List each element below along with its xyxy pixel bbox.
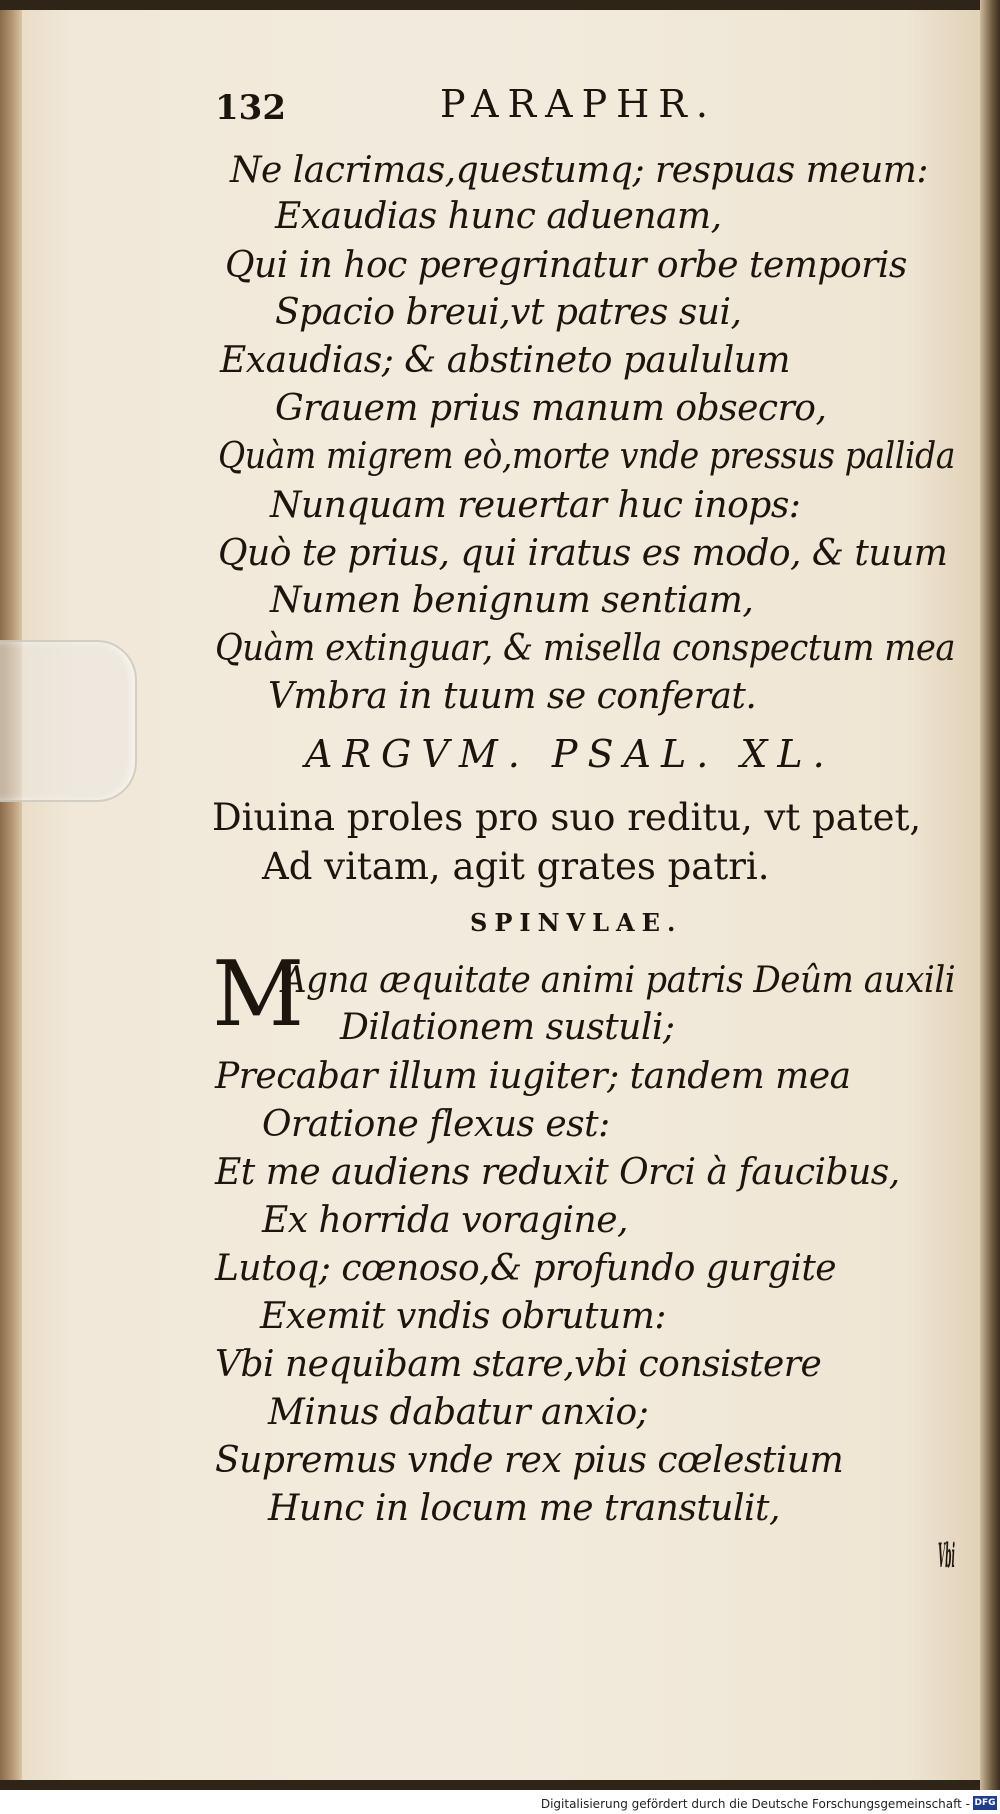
verse-line: Nunquam reuertar huc inops: (270, 485, 801, 526)
verse-line: Numen benignum sentiam, (270, 580, 754, 621)
verse-line: Minus dabatur anxio; (268, 1392, 649, 1433)
funding-credit: Digitalisierung gefördert durch die Deutsche Forschungsgemeinschaft - (540, 1797, 970, 1811)
verse-line: Quàm migrem eò,morte vnde pressus pallida (218, 436, 956, 477)
verse-line: Exemit vndis obrutum: (260, 1296, 666, 1337)
verse-line: Oratione flexus est: (262, 1104, 610, 1145)
page-number: 132 (215, 88, 286, 128)
catchword: Vbi (938, 1536, 956, 1576)
dfg-logo: DFG (974, 1798, 996, 1808)
verse-line: Ex horrida voragine, (262, 1200, 628, 1241)
verse-line: Exaudias; & abstineto paululum (220, 340, 791, 381)
verse-line: Lutoq; cœnoso,& profundo gurgite (215, 1248, 837, 1289)
verse-line: Vmbra in tuum se conferat. (268, 676, 757, 717)
verse-line: Qui in hoc peregrinatur orbe temporis (225, 245, 907, 286)
verse-line: Dilationem sustuli; (340, 1007, 675, 1048)
author-heading: SPINVLAE. (470, 908, 683, 937)
verse-line: Quàm extinguar, & misella conspectum mea (215, 628, 956, 669)
argument-heading: ARGVM. PSAL. XL. (305, 732, 835, 776)
drop-capital: M (212, 942, 305, 1047)
verse-line: Ne lacrimas,questumq; respuas meum: (230, 150, 929, 191)
page-clip-bookmark (0, 640, 137, 802)
verse-line: Agna æquitate animi patris Deûm auxili (282, 960, 956, 1001)
verse-line: Spacio breui,vt patres sui, (275, 292, 742, 333)
verse-line: Grauem prius manum obsecro, (275, 388, 827, 429)
running-head: PARAPHR. (440, 82, 717, 126)
verse-line: Exaudias hunc aduenam, (275, 196, 722, 237)
argument-line: Diuina proles pro suo reditu, vt patet, (212, 796, 922, 839)
verse-line: Vbi nequibam stare,vbi consistere (215, 1344, 822, 1385)
verse-line: Precabar illum iugiter; tandem mea (215, 1056, 851, 1097)
argument-line: Ad vitam, agit grates patri. (262, 845, 770, 888)
verse-line: Hunc in locum me transtulit, (268, 1488, 780, 1529)
verse-line: Quò te prius, qui iratus es modo, & tuum (218, 533, 948, 574)
page-right-edge (980, 0, 1000, 1790)
verse-line: Et me audiens reduxit Orci à faucibus, (215, 1152, 900, 1193)
page-left-edge (0, 10, 22, 1780)
verse-line: Supremus vnde rex pius cœlestium (215, 1440, 844, 1481)
